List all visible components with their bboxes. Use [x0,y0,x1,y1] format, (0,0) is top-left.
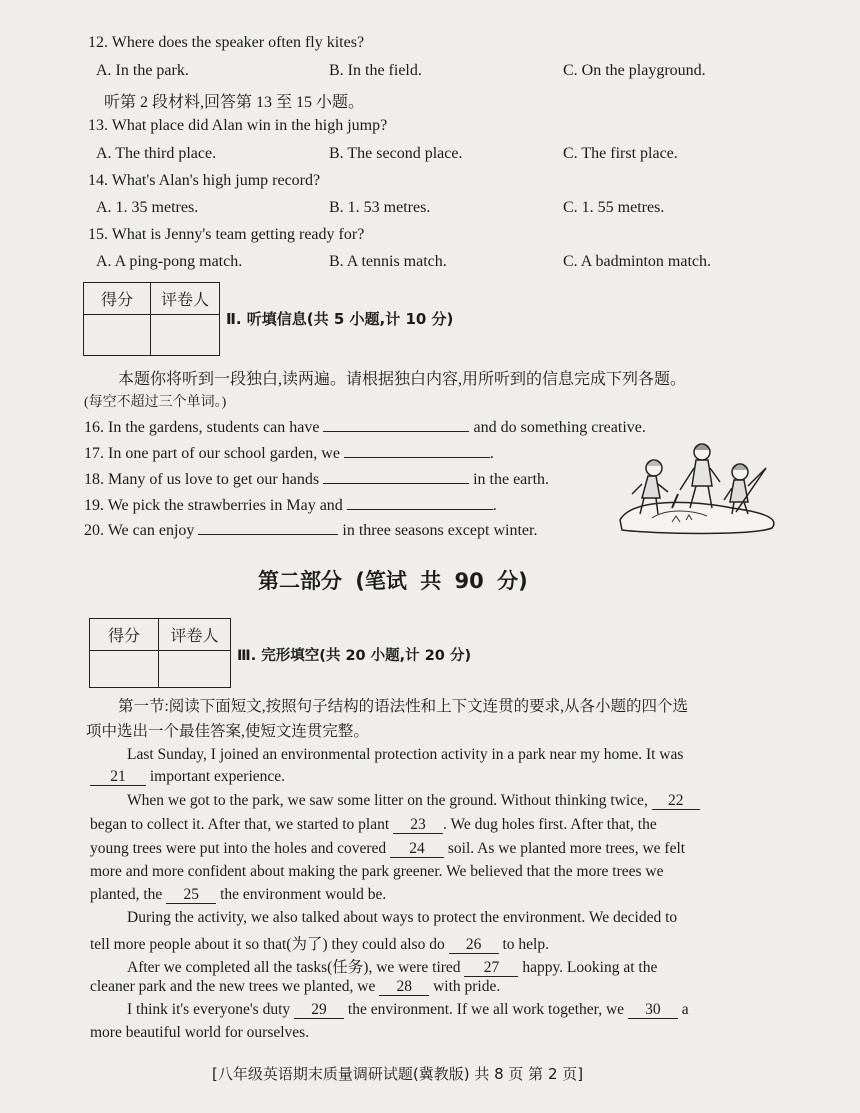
question-13-stem: 13. What place did Alan win in the high jump? [88,117,388,134]
passage-line-2-text: important experience. [149,768,286,785]
blank-29[interactable]: 29 [294,1002,344,1019]
item-19-text-after: . [492,497,497,514]
section-2-heading: Ⅱ. 听填信息(共 5 小题,计 10 分) [226,310,454,328]
passage-line-11-text: cleaner park and the new trees we planted, we [90,978,376,995]
score-box-label-score: 得分 [90,619,159,651]
passage-line-5-text-after: soil. As we planted more trees, we felt [447,840,686,857]
question-15-option-c: C. A badminton match. [563,253,711,270]
passage-line-10 [127,955,657,977]
item-16 [84,417,646,437]
question-15-stem: 15. What is Jenny's team getting ready for? [88,226,365,243]
item-16-text: 16. In the gardens, students can have [84,419,320,436]
passage-line-11-text-after: with pride. [433,978,501,995]
passage-line-4-text: began to collect it. After that, we started to plant [90,816,390,833]
passage-line-11 [90,978,500,996]
passage-line-10-text: After we completed all the tasks(任务), we were tired [127,959,461,976]
section-3-instruction-line-2: 项中选出一个最佳答案,使短文连贯完整。 [86,723,369,740]
question-13-option-b: B. The second place. [329,145,463,162]
blank-25[interactable]: 25 [166,887,216,904]
score-box-cell-grader[interactable] [151,315,220,356]
score-box-cell-score[interactable] [84,315,151,356]
passage-line-12 [127,1001,689,1019]
passage-line-5 [90,840,685,858]
passage-line-5-text: young trees were put into the holes and covered [90,840,387,857]
gardening-children-illustration [612,438,782,538]
item-20 [84,520,537,540]
question-12-stem: 12. Where does the speaker often fly kites? [88,34,365,51]
passage-line-4-text-after: . We dug holes first. After that, the [443,816,657,833]
question-13-option-c: C. The first place. [563,145,678,162]
passage-line-13: more beautiful world for ourselves. [90,1024,310,1041]
blank-22[interactable]: 22 [652,793,700,810]
question-14-option-c: C. 1. 55 metres. [563,199,665,216]
score-box-section-2 [83,282,220,356]
item-16-text-after: and do something creative. [473,419,646,436]
score-box-label-score: 得分 [84,283,151,315]
page-footer: [八年级英语期末质量调研试题(冀教版) 共 8 页 第 2 页] [212,1065,584,1083]
score-box-cell-score[interactable] [90,651,159,688]
item-18-blank[interactable] [323,469,469,484]
passage-line-9 [90,932,549,954]
passage-line-3 [127,792,700,810]
passage-line-9-text-after: to help. [502,936,549,953]
section-3-heading: Ⅲ. 完形填空(共 20 小题,计 20 分) [237,648,472,664]
passage-line-12-text-after: the environment. If we all work together, we [347,1001,625,1018]
score-box-cell-grader[interactable] [159,651,231,688]
item-18-text-after: in the earth. [473,471,550,488]
section-3-instruction-line-1: 第一节:阅读下面短文,按照句子结构的语法性和上下文连贯的要求,从各小题的四个选 [118,698,689,715]
question-15-option-a: A. A ping-pong match. [96,253,243,270]
item-18 [84,469,549,489]
blank-27[interactable]: 27 [464,960,518,977]
passage-line-12-text: I think it's everyone's duty [127,1001,291,1018]
passage-2-note: 听第 2 段材料,回答第 13 至 15 小题。 [104,94,365,111]
question-15-option-b: B. A tennis match. [329,253,447,270]
blank-28[interactable]: 28 [379,979,429,996]
item-20-blank[interactable] [198,520,338,535]
passage-line-2 [90,768,285,786]
passage-line-1: Last Sunday, I joined an environmental protection activity in a park near my home. It was [127,746,684,763]
passage-line-8: During the activity, we also talked about ways to protect the environment. We decided to [127,909,678,926]
passage-line-4 [90,816,657,834]
item-18-text: 18. Many of us love to get our hands [84,471,320,488]
blank-23[interactable]: 23 [393,817,443,834]
blank-24[interactable]: 24 [390,841,444,858]
passage-line-12-text-end: a [681,1001,689,1018]
item-19-text: 19. We pick the strawberries in May and [84,497,343,514]
question-14-option-a: A. 1. 35 metres. [96,199,199,216]
item-20-text-after: in three seasons except winter. [342,522,538,539]
item-16-blank[interactable] [323,417,469,432]
passage-line-6: more and more confident about making the park greener. We believed that the more trees we [90,863,664,880]
score-box-label-grader: 评卷人 [151,283,220,315]
item-20-text: 20. We can enjoy [84,522,195,539]
section-2-note: (每空不超过三个单词。) [84,395,227,410]
item-19 [84,495,497,515]
passage-line-3-text: When we got to the park, we saw some litter on the ground. Without thinking twice, [127,792,648,809]
blank-21[interactable]: 21 [90,769,146,786]
item-17-text: 17. In one part of our school garden, we [84,445,340,462]
question-13-option-a: A. The third place. [96,145,217,162]
passage-line-10-text-after: happy. Looking at the [522,959,658,976]
item-19-blank[interactable] [347,495,493,510]
question-14-stem: 14. What's Alan's high jump record? [88,172,321,189]
score-box-label-grader: 评卷人 [159,619,231,651]
blank-30[interactable]: 30 [628,1002,678,1019]
item-17-blank[interactable] [344,443,490,458]
passage-line-7-text: planted, the [90,886,163,903]
passage-line-7-text-after: the environment would be. [220,886,387,903]
passage-line-9-text: tell more people about it so that(为了) they could also do [90,936,445,953]
question-12-option-b: B. In the field. [329,62,422,79]
question-12-option-c: C. On the playground. [563,62,706,79]
item-17-text-after: . [489,445,494,462]
section-2-instruction: 本题你将听到一段独白,读两遍。请根据独白内容,用所听到的信息完成下列各题。 [118,371,687,388]
blank-26[interactable]: 26 [449,937,499,954]
question-12-option-a: A. In the park. [96,62,189,79]
item-17 [84,443,494,463]
passage-line-7 [90,886,386,904]
score-box-section-3 [89,618,231,688]
part-2-title: 第二部分 (笔试 共 90 分) [258,569,528,593]
question-14-option-b: B. 1. 53 metres. [329,199,431,216]
